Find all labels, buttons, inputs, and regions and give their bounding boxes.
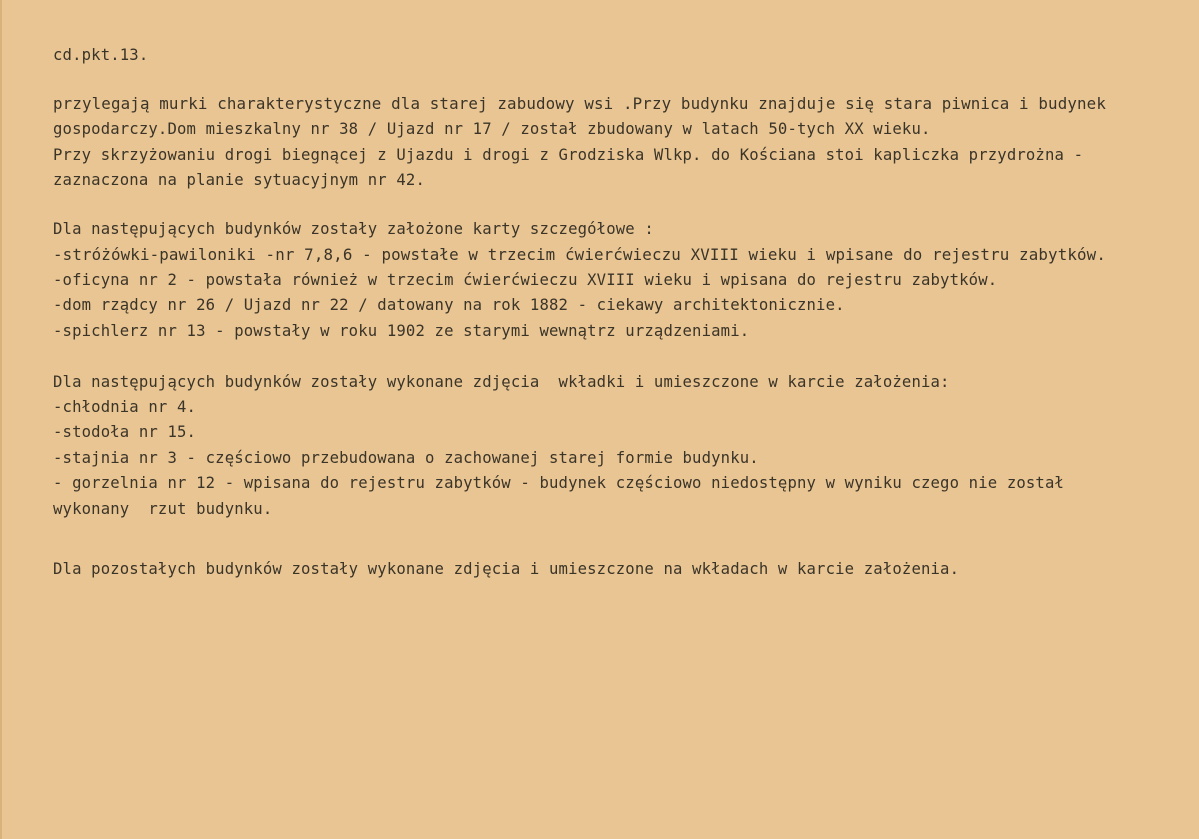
paragraph2-line-1: Dla następujących budynków zostały założone karty szczegółowe : <box>53 220 654 238</box>
paragraph2-line-5: -spichlerz nr 13 - powstały w roku 1902 ze starymi wewnątrz urządzeniami. <box>53 322 750 340</box>
page-header: cd.pkt.13. <box>53 46 149 64</box>
paragraph3-line-2: -chłodnia nr 4. <box>53 398 197 416</box>
paragraph3-line-6: wykonany rzut budynku. <box>53 500 273 518</box>
paragraph3-line-5: - gorzelnia nr 12 - wpisana do rejestru zabytków - budynek częściowo niedostępny w wyniku czego nie został <box>53 474 1065 492</box>
paragraph2-line-3: -oficyna nr 2 - powstała również w trzecim ćwierćwieczu XVIII wieku i wpisana do rejestru zabytków. <box>53 271 998 289</box>
paragraph3-line-3: -stodoła nr 15. <box>53 423 197 441</box>
paragraph1-line-2: gospodarczy.Dom mieszkalny nr 38 / Ujazd nr 17 / został zbudowany w latach 50-tych XX wieku. <box>53 120 931 138</box>
paragraph1-line-3: Przy skrzyżowaniu drogi biegnącej z Ujazdu i drogi z Grodziska Wlkp. do Kościana stoi kapliczka przydrożna - <box>53 146 1084 164</box>
paragraph1-line-1: przylegają murki charakterystyczne dla starej zabudowy wsi .Przy budynku znajduje się stara piwnica i budynek <box>53 94 1106 113</box>
paragraph2-line-4: -dom rządcy nr 26 / Ujazd nr 22 / datowany na rok 1882 - ciekawy architektonicznie. <box>53 296 845 314</box>
paragraph1-line-4: zaznaczona na planie sytuacyjnym nr 42. <box>53 171 425 189</box>
paragraph4-line-1: Dla pozostałych budynków zostały wykonane zdjęcia i umieszczone na wkładach w karcie założenia. <box>53 560 960 578</box>
paragraph2-line-2: -stróżówki-pawiloniki -nr 7,8,6 - powstałe w trzecim ćwierćwieczu XVIII wieku i wpisane do rejestru zabytków. <box>53 245 1106 264</box>
paragraph3-line-1: Dla następujących budynków zostały wykonane zdjęcia wkładki i umieszczone w karcie założenia: <box>53 373 950 391</box>
paragraph3-line-4: -stajnia nr 3 - częściowo przebudowana o zachowanej starej formie budynku. <box>53 449 759 467</box>
